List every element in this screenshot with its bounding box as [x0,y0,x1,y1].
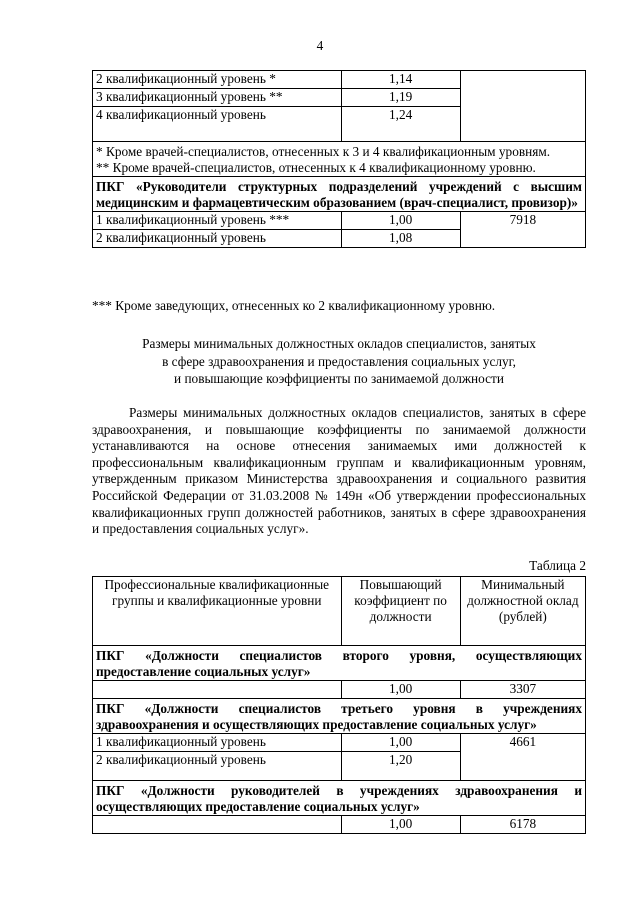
coef-cell: 1,00 [341,212,460,230]
salary-cell: 3307 [460,681,585,699]
table-row-pkg [93,177,586,212]
coef-cell: 1,00 [341,734,460,752]
coef-cell: 1,00 [341,681,460,699]
level-cell [93,816,342,834]
pkg-title-cell: ПКГ «Должности специалистов второго уровня, осуществляющих предоставление социальных услуг» [93,646,586,681]
level-cell: 1 квалификационный уровень [93,734,342,752]
header-groups: Профессиональные квалификационные группы и квалификационные уровни [93,577,342,646]
salary-cell-empty [460,71,585,142]
level-cell: 4 квалификационный уровень [93,107,342,142]
pkg-title-cell: ПКГ «Руководители структурных подразделений учреждений с высшим медицинским и фармацевтическим образованием (врач-специалист, провизор)» [93,177,586,212]
header-coefficient: Повышающий коэффициент по должности [341,577,460,646]
note-2: ** Кроме врачей-специалистов, отнесенных к 4 квалификационному уровню. [96,160,536,175]
salary-cell: 4661 [460,734,585,781]
table-row [93,71,586,89]
level-cell: 2 квалификационный уровень [93,230,342,248]
coef-cell: 1,14 [341,71,460,89]
note-1: * Кроме врачей-специалистов, отнесенных к 3 и 4 квалификационным уровням. [96,144,551,159]
heading-line-2: в сфере здравоохранения и предоставления социальных услуг, [162,353,516,369]
paragraph-text: Размеры минимальных должностных окладов специалистов, занятых в сфере здравоохранения, и повышающие коэффициенты по занимаемой должности устанавливаются на основе отнесения занимаемых ими должностей к профессиональным квалификационным группам и квалификационным уровням, утвержденным приказом Министерства здравоохранения и социального развития Российской Федерации от 31.03.2008 № 149н «Об утверждении профессиональных квалификационных групп должностей работников, занятых в сфере здравоохранения и предоставления социальных услуг». [92,405,586,537]
coef-cell: 1,20 [341,752,460,781]
footnote-3: *** Кроме заведующих, отнесенных ко 2 квалификационному уровню. [92,298,496,313]
table-row-pkg [93,781,586,816]
coef-cell: 1,19 [341,89,460,107]
salary-cell: 7918 [460,212,585,248]
notes-cell [93,142,586,177]
body-paragraph [92,405,586,538]
heading-line-3: и повышающие коэффициенты по занимаемой должности [174,371,504,386]
coef-cell: 1,08 [341,230,460,248]
header-salary: Минимальный должностной оклад (рублей) [460,577,585,646]
level-cell: 2 квалификационный уровень * [93,71,342,89]
page-number: 4 [316,38,324,53]
level-cell: 1 квалификационный уровень *** [93,212,342,230]
table-row [93,816,586,834]
pkg-title-cell: ПКГ «Должности специалистов третьего уровня в учреждениях здравоохранения и осуществляющих предоставление социальных услуг» [93,699,586,734]
salary-cell: 6178 [460,816,585,834]
level-cell: 2 квалификационный уровень [93,752,342,781]
table-row [93,734,586,752]
level-cell: 3 квалификационный уровень ** [93,89,342,107]
table-row-notes [93,142,586,177]
section-heading [92,335,586,388]
salary-table-continued [92,70,586,248]
heading-line-1: Размеры минимальных должностных окладов специалистов, занятых [142,336,536,351]
level-cell [93,681,342,699]
pkg-title-cell: ПКГ «Должности руководителей в учреждениях здравоохранения и осуществляющих предоставление социальных услуг» [93,781,586,816]
coef-cell: 1,00 [341,816,460,834]
table-header-row [93,577,586,646]
table-row [93,681,586,699]
coef-cell: 1,24 [341,107,460,142]
table-row [93,212,586,230]
table-label: Таблица 2 [529,558,586,573]
table-row-pkg [93,699,586,734]
salary-table-2 [92,576,586,834]
table-row-pkg [93,646,586,681]
